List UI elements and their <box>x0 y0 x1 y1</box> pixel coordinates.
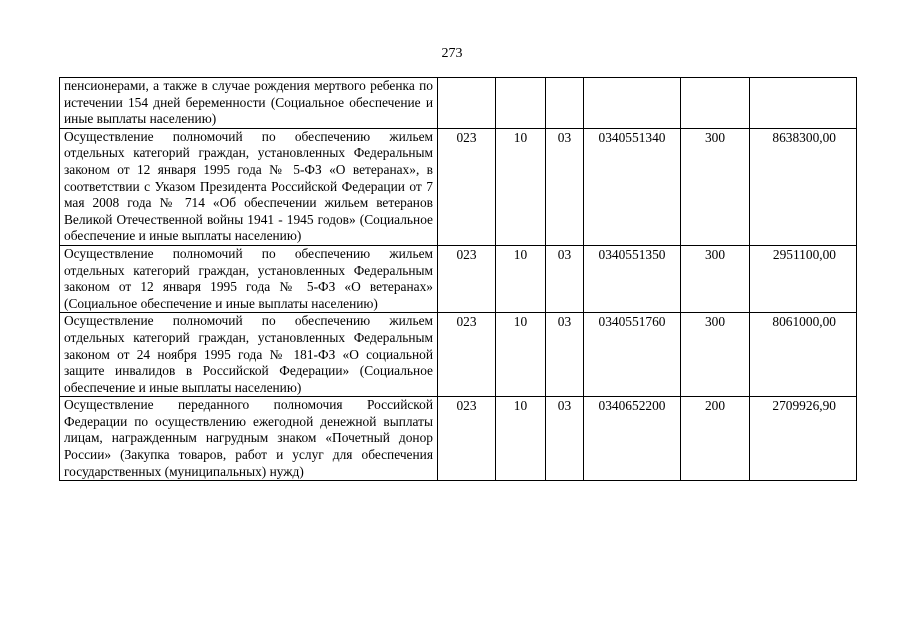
expense-type-code <box>681 78 750 129</box>
target-article-code <box>584 78 681 129</box>
table-row <box>60 128 857 245</box>
ministry-code: 023 <box>438 245 496 312</box>
page-number: 273 <box>441 46 463 61</box>
ministry-code: 023 <box>438 128 496 245</box>
subsection-code: 03 <box>546 245 584 312</box>
table-row <box>60 78 857 129</box>
target-article-code: 0340551340 <box>584 128 681 245</box>
amount-cell: 2951100,00 <box>750 245 857 312</box>
ministry-code <box>438 78 496 129</box>
subsection-code <box>546 78 584 129</box>
row-description: Осуществление переданного полномочия Российской Федерации по осуществлению ежегодной денежной выплаты лицам, награжденным нагрудным знаком «Почетный донор России» (Закупка товаров, работ и услуг для обеспечения государственных (муниципальных) нужд) <box>60 397 438 481</box>
expense-type-code: 300 <box>681 128 750 245</box>
expense-type-code: 300 <box>681 313 750 397</box>
section-code: 10 <box>496 128 546 245</box>
table-row <box>60 397 857 481</box>
amount-cell: 2709926,90 <box>750 397 857 481</box>
expense-type-code: 200 <box>681 397 750 481</box>
amount-cell: 8638300,00 <box>750 128 857 245</box>
amount-cell <box>750 78 857 129</box>
target-article-code: 0340652200 <box>584 397 681 481</box>
section-code: 10 <box>496 313 546 397</box>
table-row <box>60 245 857 312</box>
target-article-code: 0340551760 <box>584 313 681 397</box>
budget-table <box>59 77 857 481</box>
ministry-code: 023 <box>438 313 496 397</box>
target-article-code: 0340551350 <box>584 245 681 312</box>
amount-cell: 8061000,00 <box>750 313 857 397</box>
row-description: Осуществление полномочий по обеспечению жильем отдельных категорий граждан, установленных Федеральным законом от 24 ноября 1995 года № 181-ФЗ «О социальной защите инвалидов в Российской Федерации» (Социальное обеспечение и иные выплаты населению) <box>60 313 438 397</box>
row-description: пенсионерами, а также в случае рождения мертвого ребенка по истечении 154 дней беременности (Социальное обеспечение и иные выплаты населению) <box>60 78 438 129</box>
row-description: Осуществление полномочий по обеспечению жильем отдельных категорий граждан, установленных Федеральным законом от 12 января 1995 года № 5-ФЗ «О ветеранах» (Социальное обеспечение и иные выплаты населению) <box>60 245 438 312</box>
ministry-code: 023 <box>438 397 496 481</box>
expense-type-code: 300 <box>681 245 750 312</box>
section-code: 10 <box>496 245 546 312</box>
table-row <box>60 313 857 397</box>
subsection-code: 03 <box>546 313 584 397</box>
subsection-code: 03 <box>546 397 584 481</box>
row-description: Осуществление полномочий по обеспечению жильем отдельных категорий граждан, установленных Федеральным законом от 12 января 1995 года № 5-ФЗ «О ветеранах», в соответствии с Указом Президента Российской Федерации от 7 мая 2008 года № 714 «Об обеспечении жильем ветеранов Великой Отечественной войны 1941 - 1945 годов» (Социальное обеспечение и иные выплаты населению) <box>60 128 438 245</box>
section-code: 10 <box>496 397 546 481</box>
subsection-code: 03 <box>546 128 584 245</box>
section-code <box>496 78 546 129</box>
